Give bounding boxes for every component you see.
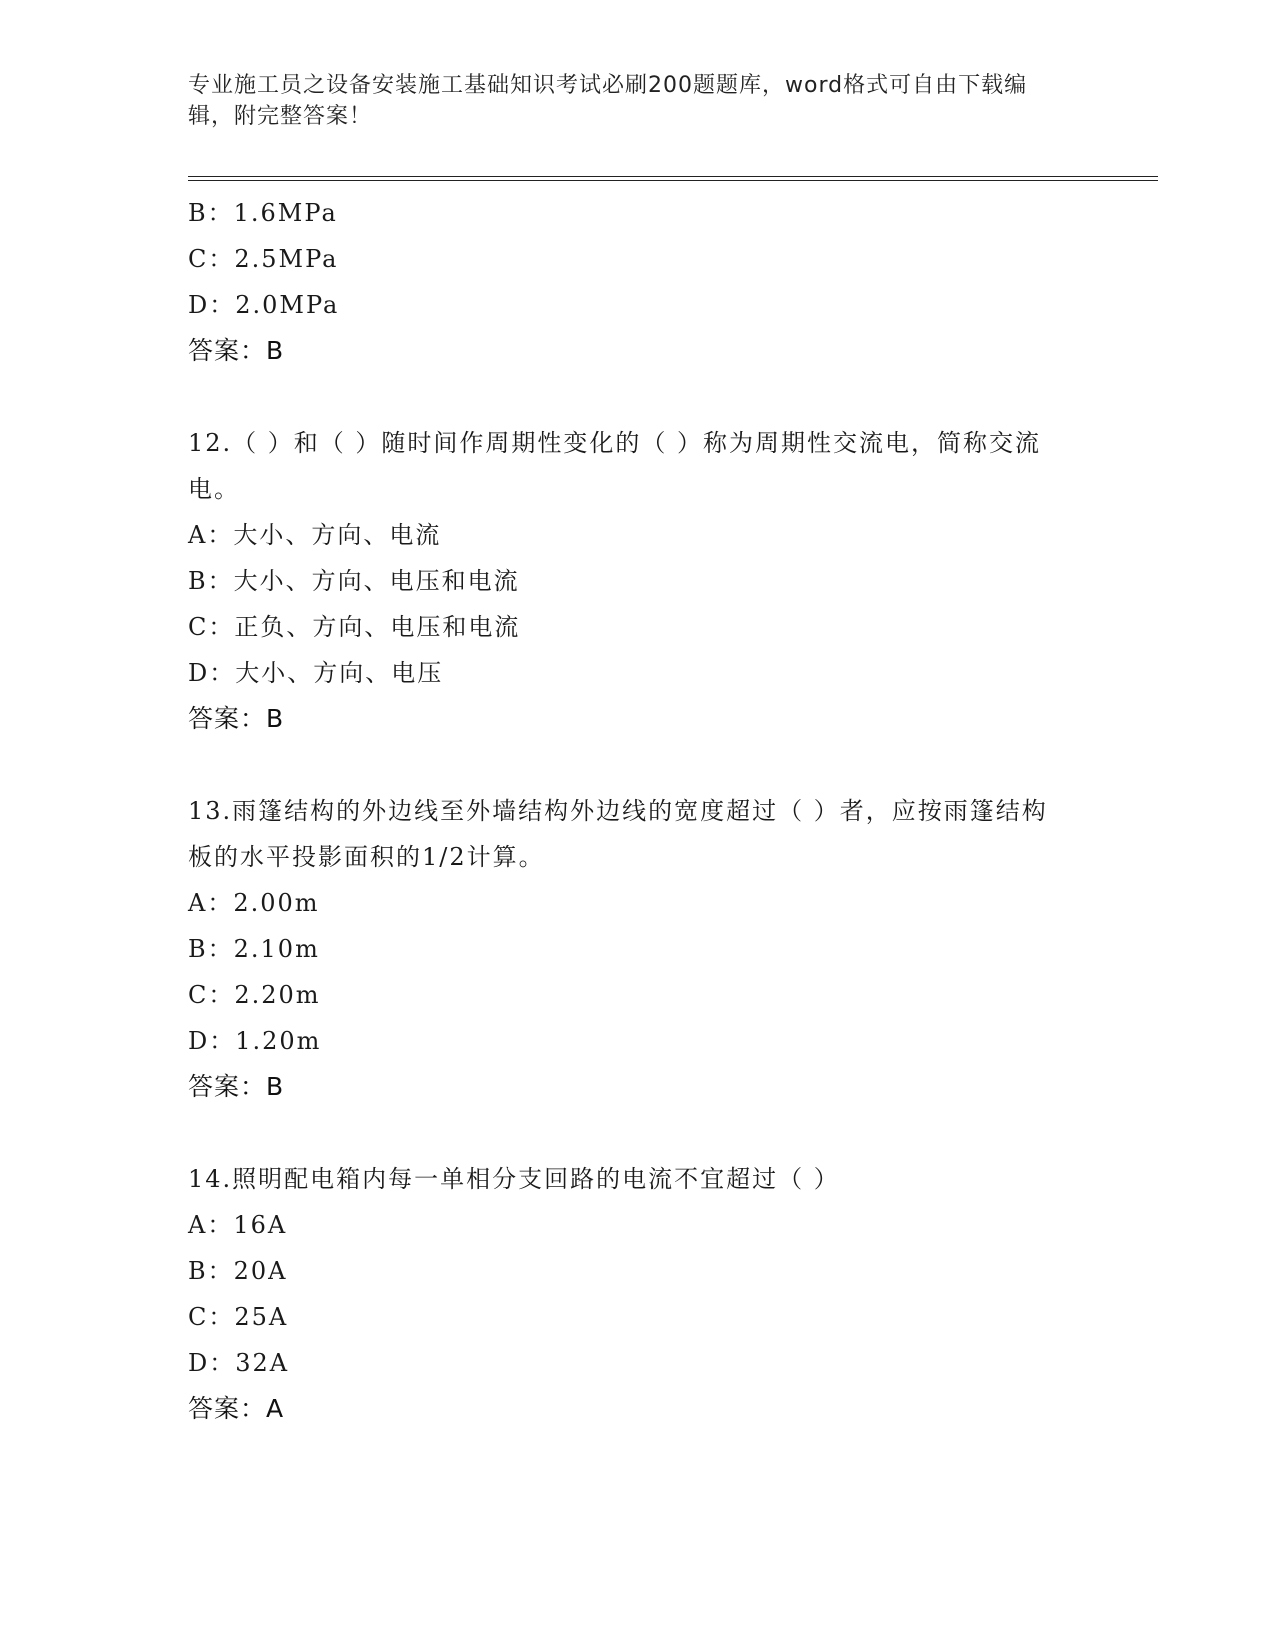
page-header-title: 专业施工员之设备安装施工基础知识考试必刷200题题库，word格式可自由下载编辑，附完整答案！ <box>188 73 1028 129</box>
option-c: C：25A <box>188 1303 289 1331</box>
option-d: D：1.20m <box>188 1027 322 1055</box>
question-stem: 13.雨篷结构的外边线至外墙结构外边线的宽度超过（ ）者，应按雨篷结构板的水平投影面积的1/2计算。 <box>188 797 1048 871</box>
option-b: B：1.6MPa <box>188 199 338 227</box>
question-content <box>188 190 1068 1432</box>
option-b: B：2.10m <box>188 935 320 963</box>
option-c: C：2.5MPa <box>188 245 339 273</box>
option-d: D：32A <box>188 1349 290 1377</box>
option-d: D：2.0MPa <box>188 291 340 319</box>
partial-question <box>188 190 1068 374</box>
option-a: A：大小、方向、电流 <box>188 521 442 549</box>
header-divider <box>188 176 1158 181</box>
question-12 <box>188 420 1068 742</box>
question-13 <box>188 788 1068 1110</box>
question-stem: 14.照明配电箱内每一单相分支回路的电流不宜超过（ ） <box>188 1165 840 1193</box>
answer-label: 答案：A <box>188 1394 285 1423</box>
option-d: D：大小、方向、电压 <box>188 659 444 687</box>
answer-label: 答案：B <box>188 336 285 365</box>
answer-label: 答案：B <box>188 704 285 733</box>
question-stem: 12.（ ）和（ ）随时间作周期性变化的（ ）称为周期性交流电，简称交流电。 <box>188 429 1042 503</box>
option-b: B：20A <box>188 1257 288 1285</box>
option-c: C：正负、方向、电压和电流 <box>188 613 521 641</box>
answer-label: 答案：B <box>188 1072 285 1101</box>
option-c: C：2.20m <box>188 981 321 1009</box>
option-a: A：16A <box>188 1211 288 1239</box>
option-b: B：大小、方向、电压和电流 <box>188 567 520 595</box>
option-a: A：2.00m <box>188 889 320 917</box>
question-14 <box>188 1156 1068 1432</box>
